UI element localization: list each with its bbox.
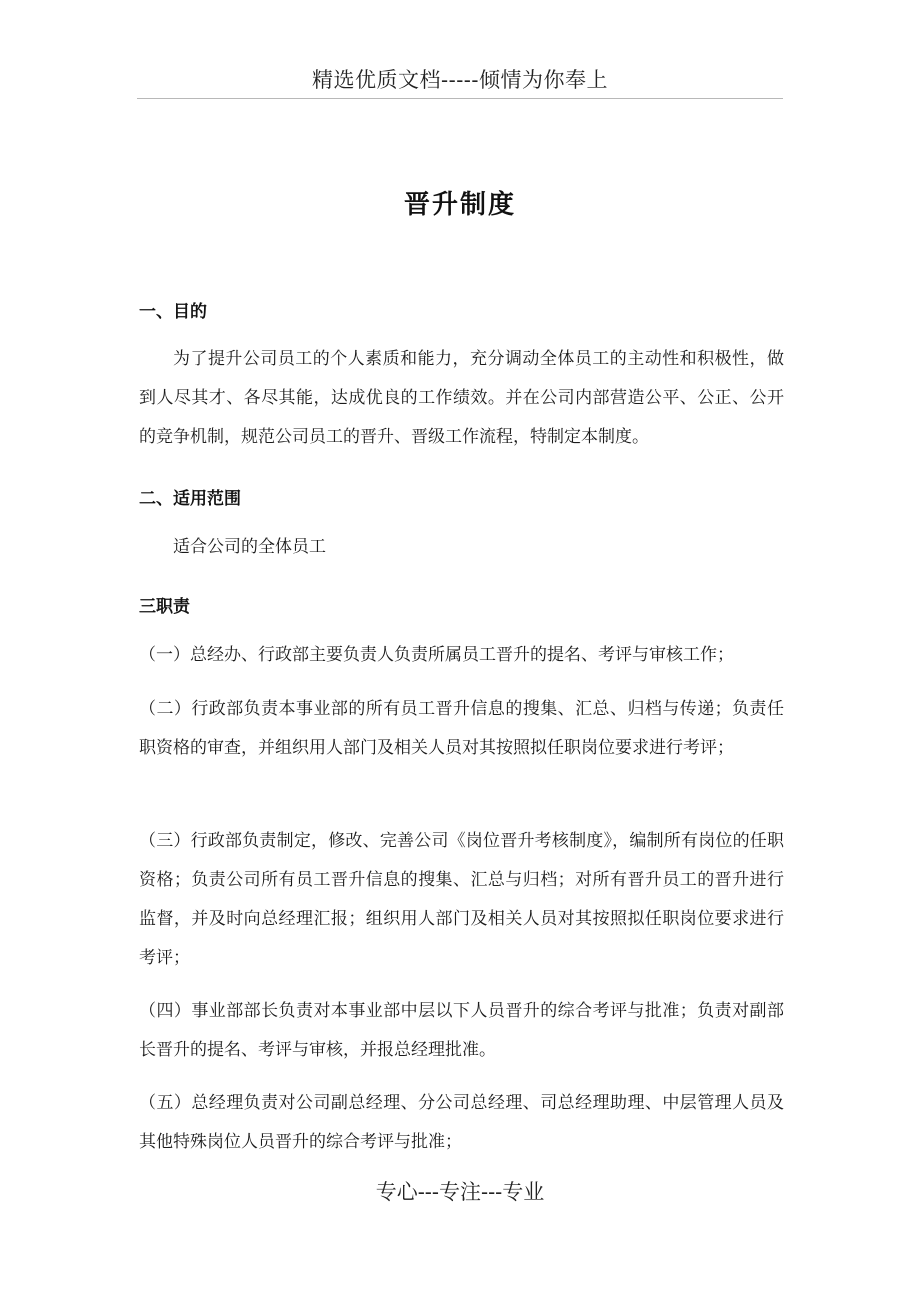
page-header: 精选优质文档-----倾情为你奉上 (312, 68, 608, 92)
section-heading-purpose: 一、目的 (139, 302, 207, 322)
scope-paragraph: 适合公司的全体员工 (173, 537, 326, 557)
header-divider (137, 98, 783, 99)
section-heading-scope: 二、适用范围 (139, 489, 241, 509)
duty-item: （四）事业部部长负责对本事业部中层以下人员晋升的综合考评与批准；负责对副部长晋升的提名、考评与审核，并报总经理批准。 (139, 1001, 784, 1060)
duty-item: （五）总经理负责对公司副总经理、分公司总经理、司总经理助理、中层管理人员及其他特殊岗位人员晋升的综合考评与批准； (139, 1093, 784, 1152)
document-title: 晋升制度 (403, 190, 516, 220)
section-heading-duties: 三职责 (139, 597, 190, 617)
duty-item: （二）行政部负责本事业部的所有员工晋升信息的搜集、汇总、归档与传递；负责任职资格的审查，并组织用人部门及相关人员对其按照拟任职岗位要求进行考评； (139, 699, 784, 758)
purpose-paragraph: 为了提升公司员工的个人素质和能力，充分调动全体员工的主动性和积极性，做到人尽其才、各尽其能，达成优良的工作绩效。并在公司内部营造公平、公正、公开的竞争机制，规范公司员工的晋升、晋级工作流程，特制定本制度。 (139, 349, 784, 447)
page-footer: 专心---专注---专业 (375, 1180, 545, 1204)
duty-item: （一）总经办、行政部主要负责人负责所属员工晋升的提名、考评与审核工作； (139, 645, 734, 665)
duty-item: （三）行政部负责制定，修改、完善公司《岗位晋升考核制度》，编制所有岗位的任职资格；负责公司所有员工晋升信息的搜集、汇总与归档；对所有晋升员工的晋升进行监督，并及时向总经理汇报；组织用人部门及相关人员对其按照拟任职岗位要求进行考评； (139, 831, 784, 968)
